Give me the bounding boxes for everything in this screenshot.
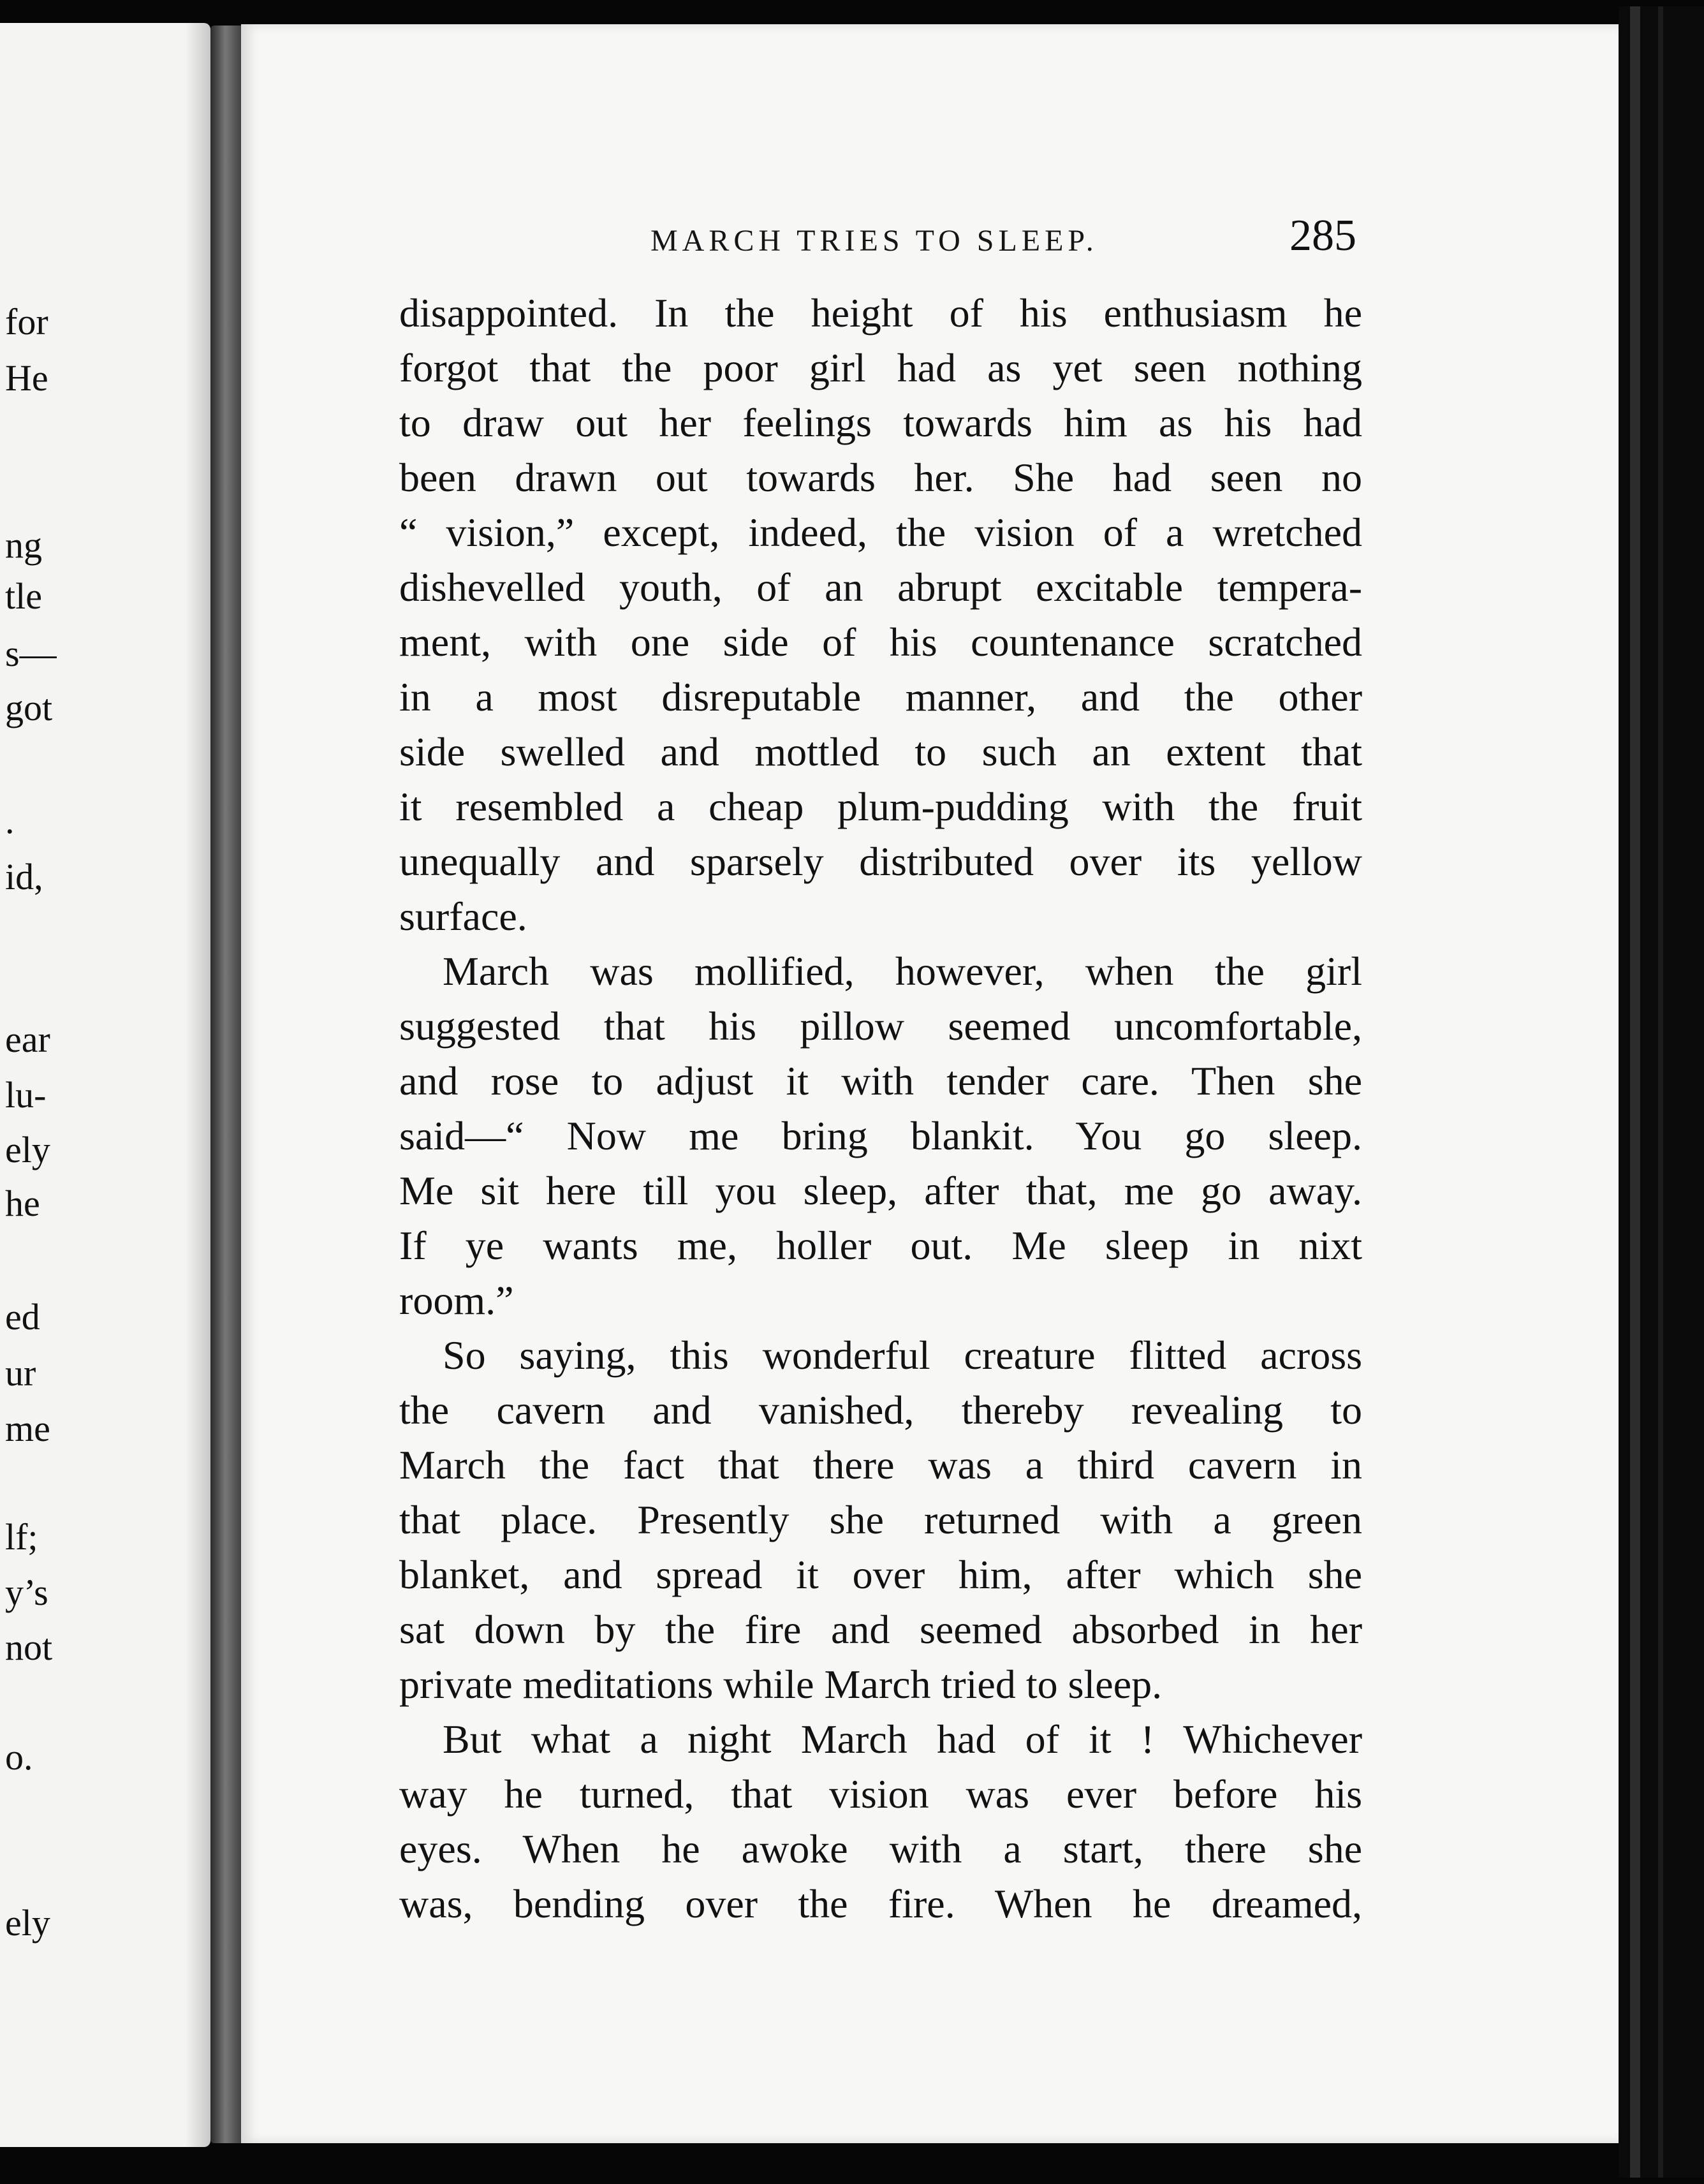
- left-page-fragment: got: [5, 687, 53, 728]
- text-line: to draw out her feelings towards him as his had: [399, 400, 1362, 445]
- text-line: the cavern and vanished, thereby revealing to: [399, 1387, 1362, 1433]
- text-line: surface.: [399, 894, 527, 939]
- page-number: 285: [1289, 211, 1356, 260]
- book-cover-edge: [1619, 6, 1704, 2178]
- left-page-fragment: ed: [5, 1296, 40, 1338]
- text-line: dishevelled youth, of an abrupt excitable tempera-: [399, 564, 1362, 610]
- text-line: private meditations while March tried to sleep.: [399, 1662, 1163, 1707]
- left-page-fragment: s—: [5, 633, 57, 674]
- text-line: eyes. When he awoke with a start, there she: [399, 1826, 1362, 1871]
- body-text: [399, 286, 1362, 1931]
- running-header: MARCH TRIES TO SLEEP.: [650, 224, 1098, 258]
- text-line: disappointed. In the height of his enthusiasm he: [399, 290, 1362, 336]
- left-page-fragment: lf;: [5, 1516, 38, 1558]
- left-page-fragment: id,: [5, 856, 43, 897]
- cover-edge-strip: [1630, 6, 1640, 2178]
- left-page-fragment: ely: [5, 1129, 50, 1170]
- text-line: sat down by the fire and seemed absorbed in her: [399, 1607, 1362, 1652]
- left-page-fragment: ur: [5, 1352, 36, 1394]
- cover-edge-strip: [1658, 6, 1663, 2178]
- text-line: “ vision,” except, indeed, the vision of a wretched: [399, 510, 1362, 555]
- left-page-fragment: o.: [5, 1736, 33, 1778]
- left-page-fragment: lu-: [5, 1074, 47, 1116]
- page-gutter-shadow: [185, 23, 210, 2147]
- text-line: suggested that his pillow seemed uncomfortable,: [399, 1003, 1362, 1049]
- left-page-fragment: tle: [5, 575, 42, 617]
- text-line: If ye wants me, holler out. Me sleep in nixt: [399, 1223, 1362, 1268]
- text-line: unequally and sparsely distributed over its yellow: [399, 839, 1362, 884]
- text-line: been drawn out towards her. She had seen no: [399, 455, 1362, 500]
- left-page-fragment: ng: [5, 524, 42, 566]
- text-line: was, bending over the fire. When he dreamed,: [399, 1881, 1362, 1926]
- text-line: So saying, this wonderful creature flitted across: [443, 1332, 1362, 1378]
- text-line: it resembled a cheap plum-pudding with the fruit: [399, 784, 1362, 829]
- text-line: way he turned, that vision was ever before his: [399, 1771, 1362, 1817]
- text-line: said—“ Now me bring blankit. You go sleep.: [399, 1113, 1362, 1158]
- text-line: But what a night March had of it ! Whichever: [443, 1716, 1362, 1762]
- left-page-fragment: .: [5, 800, 15, 841]
- text-line: ment, with one side of his countenance scratched: [399, 619, 1362, 665]
- left-page-fragment: ear: [5, 1019, 50, 1060]
- book-spine: [210, 26, 244, 2143]
- left-facing-page: [0, 23, 210, 2147]
- left-page-fragment: me: [5, 1408, 50, 1449]
- text-line: and rose to adjust it with tender care. Then she: [399, 1058, 1362, 1103]
- left-page-fragment: ely: [5, 1902, 50, 1944]
- left-page-fragment: he: [5, 1183, 40, 1224]
- left-page-fragment: for: [5, 301, 48, 343]
- text-line: blanket, and spread it over him, after which she: [399, 1552, 1362, 1597]
- text-line: forgot that the poor girl had as yet seen nothing: [399, 345, 1362, 390]
- text-line: in a most disreputable manner, and the other: [399, 674, 1362, 719]
- text-line: that place. Presently she returned with a green: [399, 1497, 1362, 1542]
- text-line: side swelled and mottled to such an extent that: [399, 729, 1362, 774]
- text-line: Me sit here till you sleep, after that, me go away.: [399, 1168, 1362, 1213]
- text-line: room.”: [399, 1278, 514, 1323]
- left-page-fragment: not: [5, 1627, 53, 1668]
- left-page-fragment: He: [5, 357, 48, 399]
- left-page-fragment: y’s: [5, 1572, 48, 1613]
- text-line: March was mollified, however, when the girl: [443, 948, 1362, 994]
- text-line: March the fact that there was a third cavern in: [399, 1442, 1362, 1487]
